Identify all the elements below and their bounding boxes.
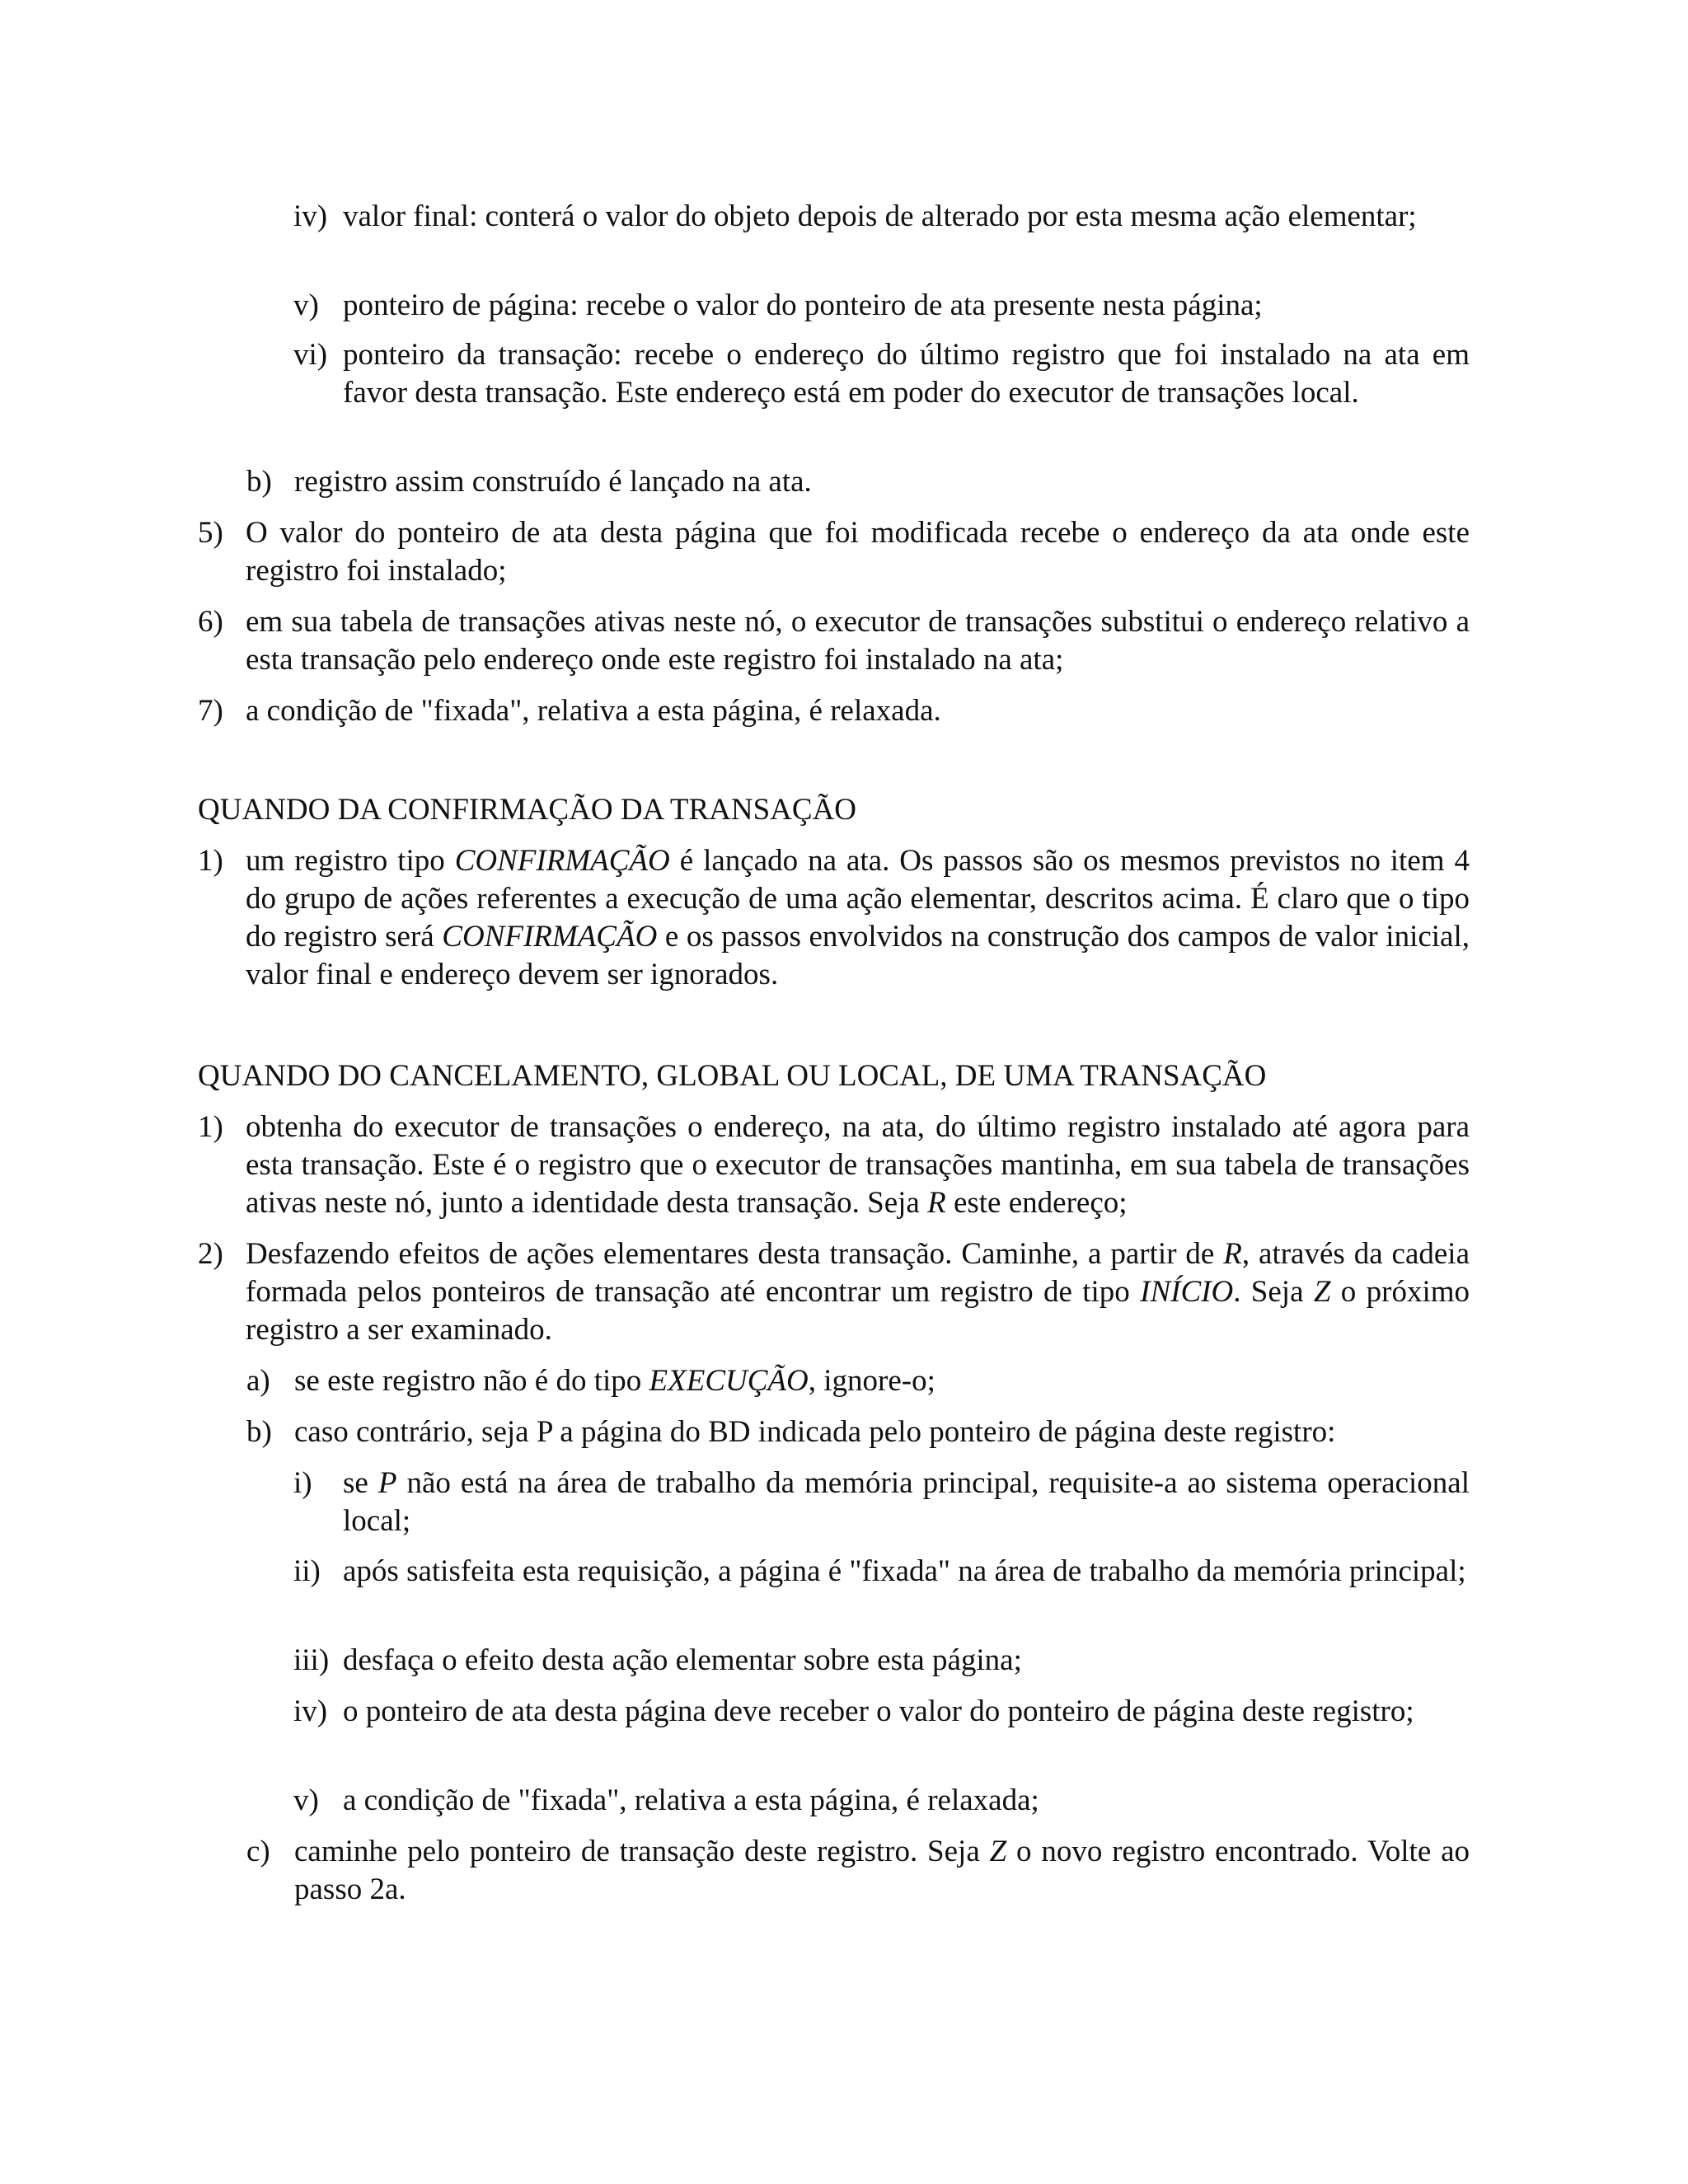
cancelamento-item-b: caso contrário, seja P a página do BD indicada pelo ponteiro de página deste registro: <box>294 1415 1336 1449</box>
step-6: em sua tabela de transações ativas neste nó, o executor de transações substitui o endereço relativo a esta transação pelo endereço onde este registro foi instalado na ata; <box>246 605 1470 677</box>
cancelamento-step-2: Desfazendo efeitos de ações elementares desta transação. Caminhe, a partir de R, através da cadeia formada pelos ponteiros de transação até encontrar um registro de tipo INÍCIO. Seja Z o próximo registro a ser examinado. <box>246 1237 1470 1347</box>
item-iv-valor-final: valor final: conterá o valor do objeto depois de alterado por esta mesma ação elementar; <box>343 199 1417 233</box>
item-marker: 2) <box>198 1237 223 1271</box>
cancelamento-item-b-iv: o ponteiro de ata desta página deve receber o valor do ponteiro de página deste registro; <box>343 1694 1414 1728</box>
cancelamento-step-1: obtenha do executor de transações o endereço, na ata, do último registro instalado até agora para esta transação. Este é o registro que o executor de transações mantinha, em sua tabela de transações ativas neste nó, junto a identidade desta transação. Seja R este endereço; <box>246 1110 1470 1220</box>
item-marker: a) <box>246 1364 270 1398</box>
item-marker: b) <box>246 1415 272 1449</box>
item-marker: 7) <box>198 694 223 728</box>
cancelamento-item-b-v: a condição de "fixada", relativa a esta página, é relaxada; <box>343 1783 1039 1817</box>
cancelamento-item-a: se este registro não é do tipo EXECUÇÃO, ignore-o; <box>294 1364 935 1398</box>
item-marker: vi) <box>293 338 328 372</box>
item-marker: 1) <box>198 844 223 878</box>
cancelamento-item-b-iii: desfaça o efeito desta ação elementar sobre esta página; <box>343 1643 1022 1677</box>
confirmacao-step-1: um registro tipo CONFIRMAÇÃO é lançado na ata. Os passos são os mesmos previstos no item 4 do grupo de ações referentes a execução de uma ação elementar, descritos acima. É claro que o tipo do registro será CONFIRMAÇÃO e os passos envolvidos na construção dos campos de valor inicial, valor final e endereço devem ser ignorados. <box>246 844 1470 991</box>
item-marker: c) <box>246 1835 270 1868</box>
item-v-ponteiro-pagina: ponteiro de página: recebe o valor do ponteiro de ata presente nesta página; <box>343 288 1263 322</box>
cancelamento-item-c: caminhe pelo ponteiro de transação deste registro. Seja Z o novo registro encontrado. Volte ao passo 2a. <box>294 1835 1470 1906</box>
item-marker: 5) <box>198 516 223 550</box>
item-marker: iii) <box>293 1643 330 1677</box>
item-b-registro-lancado: registro assim construído é lançado na ata. <box>294 465 812 499</box>
cancelamento-item-b-i: se P não está na área de trabalho da memória principal, requisite-a ao sistema operacional local; <box>343 1466 1470 1538</box>
section-heading-cancelamento: QUANDO DO CANCELAMENTO, GLOBAL OU LOCAL, DE UMA TRANSAÇÃO <box>198 1059 1267 1093</box>
item-marker: b) <box>246 465 272 499</box>
cancelamento-item-b-ii: após satisfeita esta requisição, a página é "fixada" na área de trabalho da memória principal; <box>343 1554 1466 1588</box>
item-marker: ii) <box>293 1554 321 1588</box>
item-marker: iv) <box>293 199 328 233</box>
item-marker: i) <box>293 1466 312 1500</box>
section-heading-confirmacao: QUANDO DA CONFIRMAÇÃO DA TRANSAÇÃO <box>198 793 857 827</box>
item-marker: 6) <box>198 605 223 639</box>
item-vi-ponteiro-transacao: ponteiro da transação: recebe o endereço do último registro que foi instalado na ata em favor desta transação. Este endereço está em poder do executor de transações local. <box>343 338 1470 410</box>
step-5: O valor do ponteiro de ata desta página que foi modificada recebe o endereço da ata onde este registro foi instalado; <box>246 516 1470 588</box>
item-marker: 1) <box>198 1110 223 1144</box>
step-7: a condição de "fixada", relativa a esta página, é relaxada. <box>246 694 941 728</box>
item-marker: iv) <box>293 1694 328 1728</box>
item-marker: v) <box>293 1783 319 1817</box>
item-marker: v) <box>293 288 319 322</box>
